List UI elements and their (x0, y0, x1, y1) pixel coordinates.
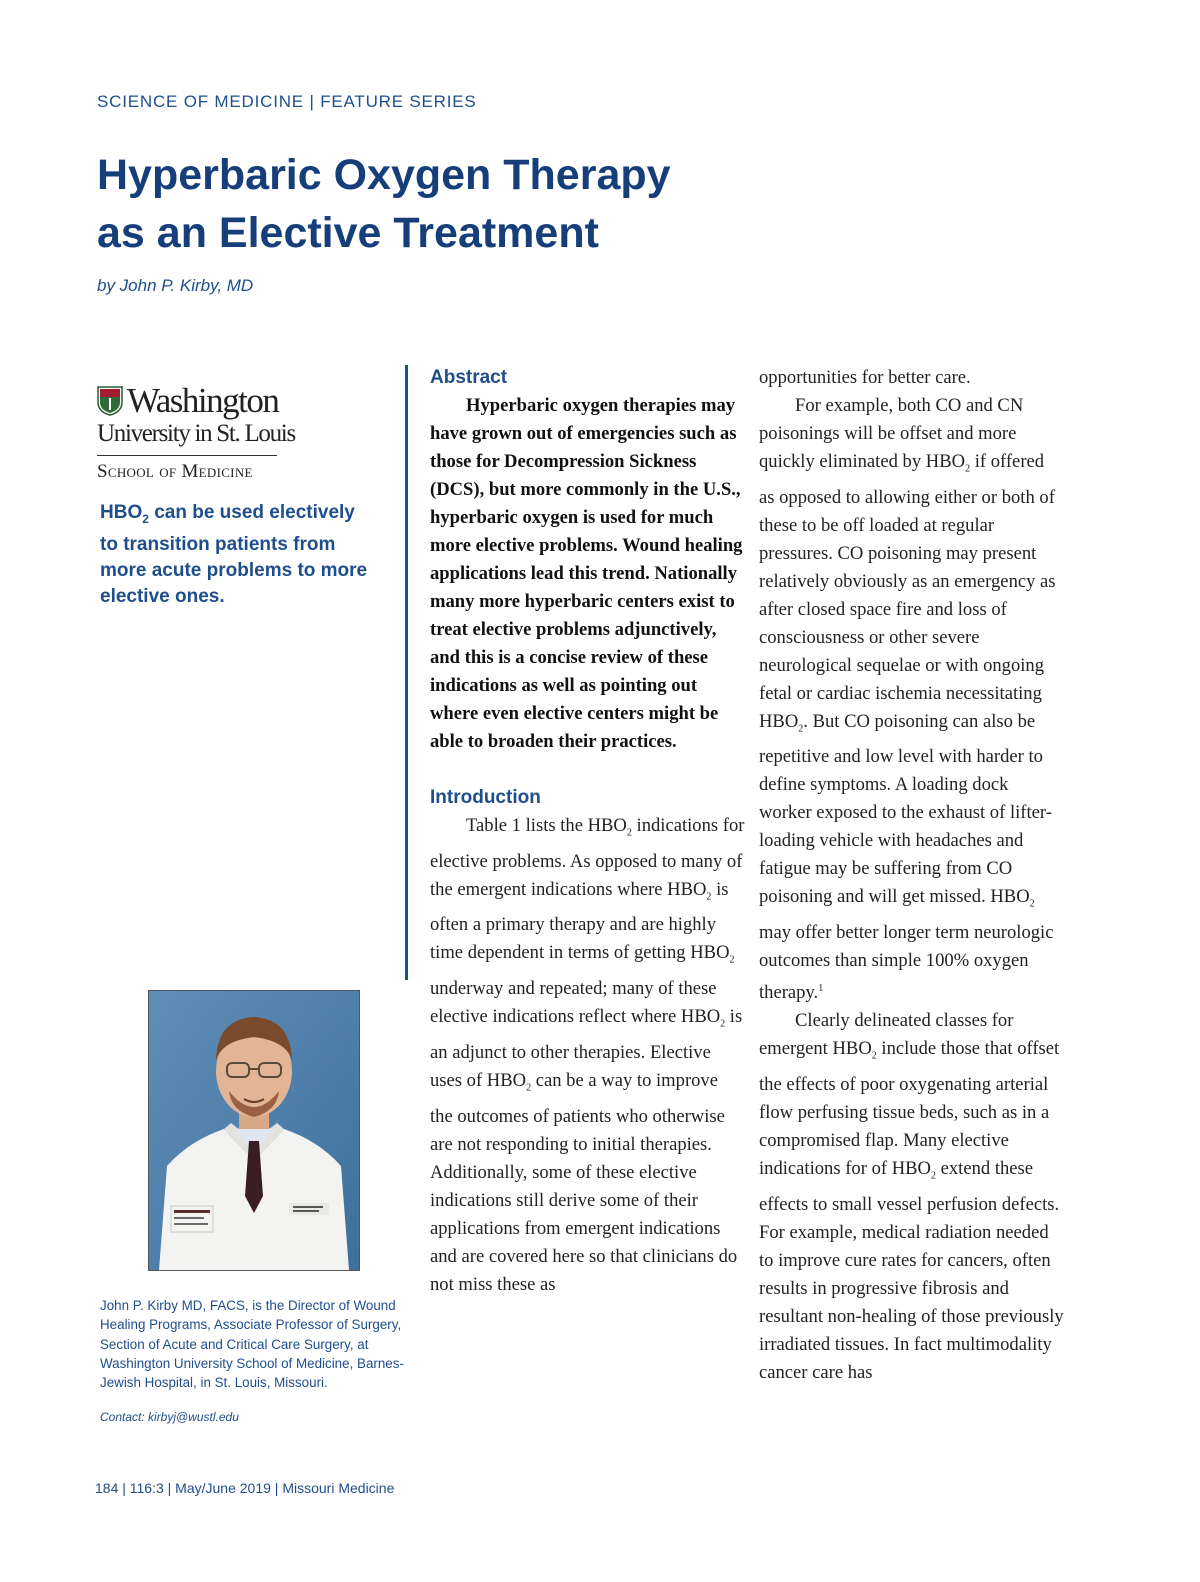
author-contact: Contact: kirbyj@wustl.edu (100, 1410, 239, 1424)
logo-divider (97, 455, 277, 456)
introduction-heading: Introduction (430, 787, 541, 808)
abstract-rule (405, 365, 408, 980)
title-line-1: Hyperbaric Oxygen Therapy (97, 151, 671, 199)
abstract-text: Hyperbaric oxygen therapies may have grown out of emergencies such as those for Decompression Sickness (DCS), but more commonly in the U.S., hyperbaric oxygen is used for much more elective problems. Wound healing applications lead this trend. Nationally many more hyperbaric centers exist to treat elective problems adjunctively, and this is a concise review of these indications as well as pointing out where even elective centers might be able to broaden their practices. (430, 395, 743, 752)
pull-quote (100, 500, 370, 610)
pull-quote-hbo: HBO (100, 502, 143, 523)
byline: by John P. Kirby, MD (97, 276, 254, 295)
text-column-right (759, 364, 1064, 1387)
reference-marker[interactable]: 1 (818, 983, 824, 995)
text-column-middle (430, 364, 745, 1299)
page-footer: 184 | 116:3 | May/June 2019 | Missouri Medicine (95, 1480, 395, 1496)
series-label: SCIENCE OF MEDICINE | FEATURE SERIES (97, 92, 477, 111)
author-bio: John P. Kirby MD, FACS, is the Director of Wound Healing Programs, Associate Professor of Surgery, Section of Acute and Critical Care Surgery, at Washington University School of Medicine, Barnes-Jewish Hospital, in St. Louis, Missouri. (100, 1298, 404, 1391)
page-title (97, 146, 671, 262)
abstract-heading: Abstract (430, 367, 508, 388)
author-photo (148, 990, 360, 1271)
pull-quote-sub: 2 (142, 511, 149, 526)
logo-line-2: University in St. Louis (97, 420, 295, 447)
shield-icon (97, 386, 123, 416)
logo-line-3: School of Medicine (97, 461, 253, 482)
body-paragraph: opportunities for better care. (759, 367, 971, 388)
body-paragraph: Clearly delineated classes for emergent $HBO_2$ include those that offset the effects of poor oxygenating arterial flow perfusing tissue beds, such as in a compromised flap. Many elective indications for of $HBO_2$ extend these effects to small vessel perfusion defects. For example, medical radiation needed to improve cure rates for cancers, often results in progressive fibrosis and resultant non-healing of those previously irradiated tissues. In fact multimodality cancer care has (759, 1010, 1064, 1383)
body-paragraph: For example, both CO and CN poisonings will be offset and more quickly eliminated by $HBO_2$ if offered as opposed to allowing either or both of these to be off loaded at regular pressures. CO poisoning may present relatively obviously as an emergency as after closed space fire and loss of consciousness or other severe neurological sequelae or with ongoing fetal or cardiac ischemia necessitating $HBO_2$. But CO poisoning can also be repetitive and low level with harder to define symptoms. A loading dock worker exposed to the exhaust of lifter-loading vehicle with headaches and fatigue may be suffering from CO poisoning and will get missed. $HBO_2$ may offer better longer term neurologic outcomes than simple 100% oxygen therapy.$^1$ (759, 395, 1056, 1004)
logo-line-1: Washington (127, 381, 279, 420)
introduction-paragraph: Table 1 lists the $HBO_2$ indications for elective problems. As opposed to many of the emergent indications where $HBO_2$ is often a primary therapy and are highly time dependent in terms of getting $HBO_2$ underway and repeated; many of these elective indications reflect where $HBO_2$ is an adjunct to other therapies. Elective uses of $HBO_2$ can be a way to improve the outcomes of patients who otherwise are not responding to initial therapies. Additionally, some of these elective indications still derive some of their applications from emergent indications and are covered here so that clinicians do not miss these as (430, 815, 745, 1295)
title-line-2: as an Elective Treatment (97, 209, 599, 257)
university-logo (97, 381, 295, 483)
pull-quote-text: can be used electively to transition patients from more acute problems to more elective ones. (100, 502, 368, 607)
